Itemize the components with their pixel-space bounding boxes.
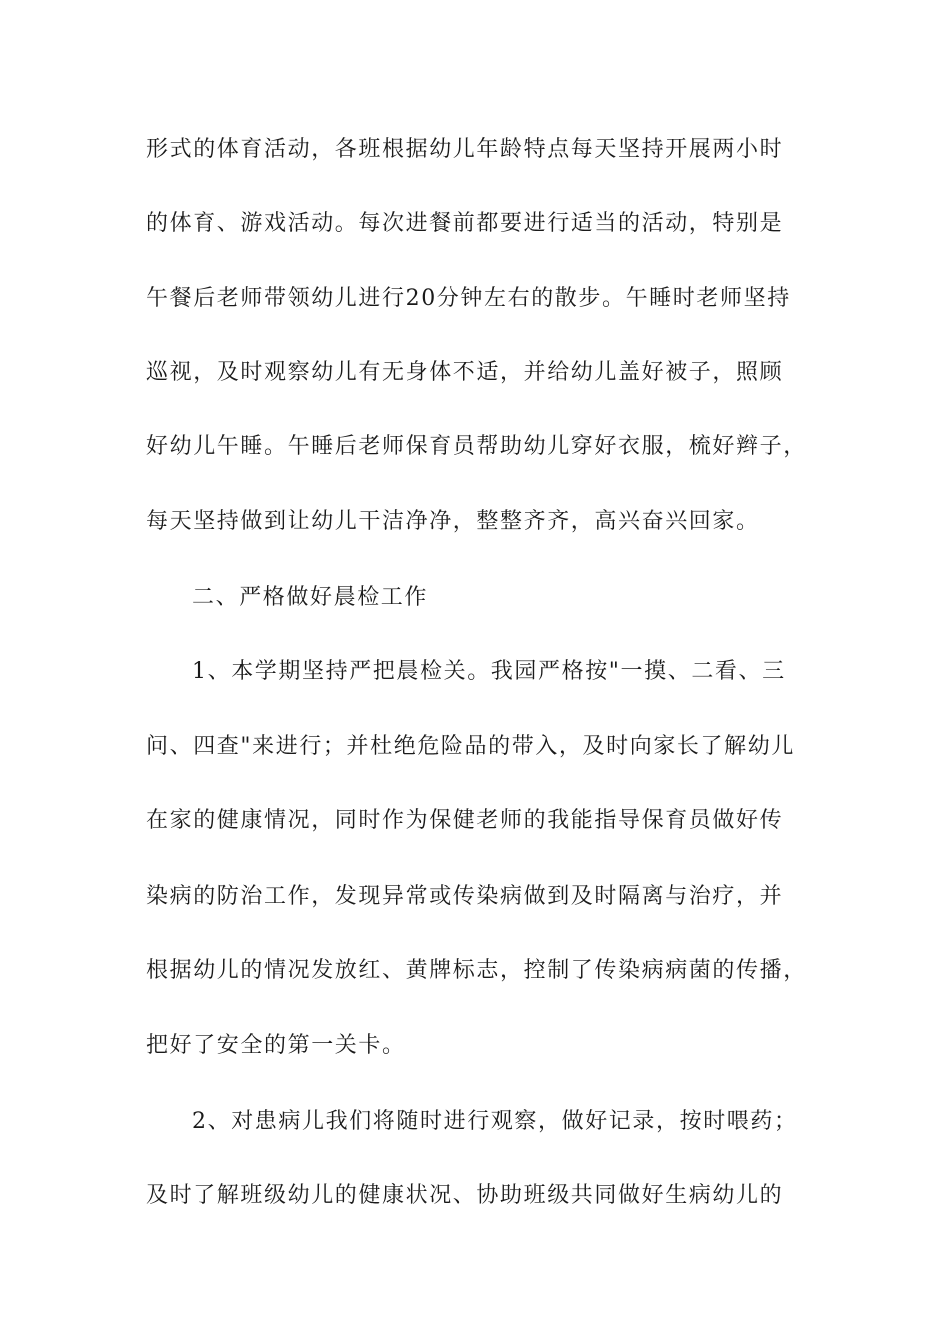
paragraph-line: 在家的健康情况，同时作为保健老师的我能指导保育员做好传 <box>146 808 784 833</box>
paragraph-line: 及时了解班级幼儿的健康状况、协助班级共同做好生病幼儿的 <box>146 1183 784 1208</box>
paragraph-line: 把好了安全的第一关卡。 <box>146 1033 406 1058</box>
paragraph-line: 问、四查"来进行；并杜绝危险品的带入，及时向家长了解幼儿 <box>146 734 795 759</box>
section-heading: 二、严格做好晨检工作 <box>192 585 429 610</box>
paragraph-line: 巡视，及时观察幼儿有无身体不适，并给幼儿盖好被子，照顾 <box>146 360 784 385</box>
paragraph-line: 2、对患病儿我们将随时进行观察，做好记录，按时喂药； <box>192 1109 798 1134</box>
paragraph-line: 午餐后老师带领幼儿进行20分钟左右的散步。午睡时老师坚持 <box>146 286 791 311</box>
paragraph-line: 形式的体育活动，各班根据幼儿年龄特点每天坚持开展两小时 <box>146 137 784 162</box>
paragraph-line: 1、本学期坚持严把晨检关。我园严格按"一摸、二看、三 <box>192 659 786 684</box>
paragraph-line: 根据幼儿的情况发放红、黄牌标志，控制了传染病病菌的传播， <box>146 958 807 983</box>
paragraph-line: 每天坚持做到让幼儿干洁净净，整整齐齐，高兴奋兴回家。 <box>146 509 760 534</box>
paragraph-line: 染病的防治工作，发现异常或传染病做到及时隔离与治疗，并 <box>146 884 784 909</box>
paragraph-line: 的体育、游戏活动。每次进餐前都要进行适当的活动，特别是 <box>146 211 784 236</box>
paragraph-line: 好幼儿午睡。午睡后老师保育员帮助幼儿穿好衣服，梳好辫子， <box>146 434 807 459</box>
